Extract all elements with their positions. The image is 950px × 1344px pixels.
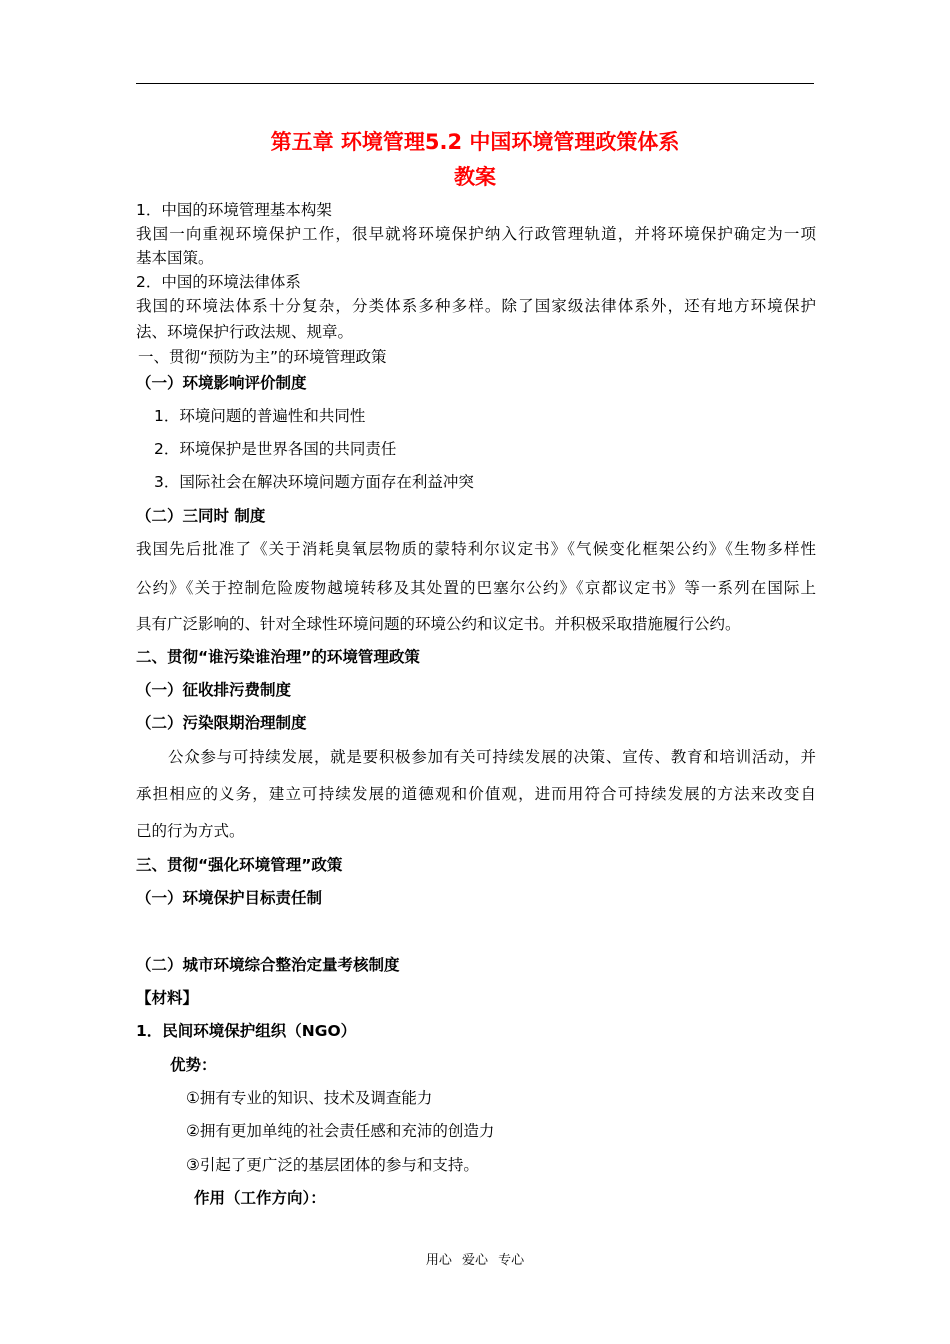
advantage-item: ①拥有专业的知识、技术及调查能力 [186,1089,433,1107]
policy-3-sub-heading: （一）环境保护目标责任制 [136,889,323,907]
section-2-heading: 2．中国的环境法律体系 [136,273,301,291]
section-2-text-line: 我国的环境法体系十分复杂，分类体系多种多样。除了国家级法律体系外，还有地方环境保护 [136,297,816,315]
policy-2-sub-heading: （二）污染限期治理制度 [136,714,307,732]
policy-1-sub-heading: （二）三同时 制度 [136,507,266,525]
material-heading: 【材料】 [136,989,199,1007]
advantage-item: ②拥有更加单纯的社会责任感和充沛的创造力 [186,1122,495,1140]
section-1-heading: 1．中国的环境管理基本构架 [136,201,332,219]
policy-3-heading: 三、贯彻“强化环境管理”政策 [136,856,343,874]
policy-2-text-line: 己的行为方式。 [136,822,245,840]
policy-1-text-line: 我国先后批准了《关于消耗臭氧层物质的蒙特利尔议定书》《气候变化框架公约》《生物多样性 [136,540,816,558]
ngo-heading: 1．民间环境保护组织（NGO） [136,1022,357,1040]
document-title: 第五章 环境管理5.2 中国环境管理政策体系 [270,130,680,154]
section-1-text-line: 基本国策。 [136,249,214,267]
list-item: 2．环境保护是世界各国的共同责任 [154,440,397,458]
document-subtitle: 教案 [454,165,496,189]
section-2-text-line: 法、环境保护行政法规、规章。 [136,323,354,341]
section-1-text-line: 我国一向重视环境保护工作，很早就将环境保护纳入行政管理轨道，并将环境保护确定为一项 [136,225,816,243]
advantages-label: 优势： [170,1056,217,1074]
list-item: 1．环境问题的普遍性和共同性 [154,407,366,425]
policy-2-text-line: 承担相应的义务，建立可持续发展的道德观和价值观，进而用符合可持续发展的方法来改变自 [136,785,816,803]
policy-1-text-line: 具有广泛影响的、针对全球性环境问题的环境公约和议定书。并积极采取措施履行公约。 [136,615,741,633]
advantage-item: ③引起了更广泛的基层团体的参与和支持。 [186,1156,479,1174]
header-rule [136,83,814,84]
page-footer: 用心 爱心 专心 [425,1253,525,1268]
policy-3-sub-heading: （二）城市环境综合整治定量考核制度 [136,956,400,974]
policy-1-text-line: 公约》《关于控制危险废物越境转移及其处置的巴塞尔公约》《京都议定书》等一系列在国际上 [136,579,816,597]
policy-2-text-line: 公众参与可持续发展，就是要积极参加有关可持续发展的决策、宣传、教育和培训活动，并 [168,748,816,766]
policy-1-heading: 一、贯彻“预防为主”的环境管理政策 [138,348,387,366]
role-label: 作用（工作方向）： [194,1189,326,1207]
policy-2-heading: 二、贯彻“谁污染谁治理”的环境管理政策 [136,648,420,666]
list-item: 3．国际社会在解决环境问题方面存在利益冲突 [154,473,474,491]
policy-2-sub-heading: （一）征收排污费制度 [136,681,292,699]
policy-1-sub-heading: （一）环境影响评价制度 [136,374,307,392]
